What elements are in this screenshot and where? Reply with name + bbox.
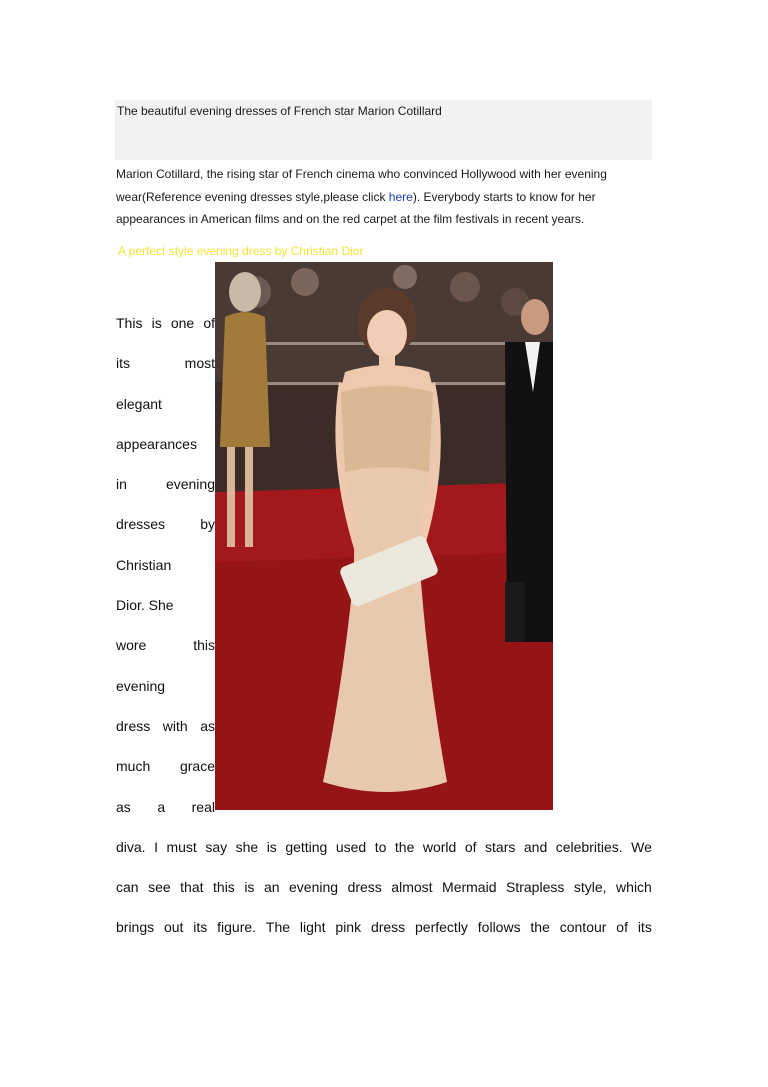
- column-line-12: [116, 757, 215, 775]
- column-line-7: [116, 556, 215, 574]
- body-word: We: [631, 839, 652, 855]
- body-word: the: [394, 839, 415, 855]
- column-line-11: [116, 717, 215, 735]
- column-line-13: [116, 798, 215, 816]
- body-word: which: [616, 879, 652, 895]
- column-line-10: [116, 677, 215, 695]
- here-link[interactable]: here: [388, 189, 413, 204]
- column-line-9: [116, 636, 215, 654]
- column-line-2: [116, 354, 215, 372]
- column-word: by: [200, 516, 215, 532]
- body-word: getting: [285, 839, 328, 855]
- column-word: Christian: [116, 557, 172, 573]
- body-word: its: [193, 919, 208, 935]
- body-word: Strapless: [506, 879, 565, 895]
- body-word: Mermaid: [442, 879, 497, 895]
- document-title: The beautiful evening dresses of French star Marion Cotillard: [117, 104, 442, 118]
- body-word: must: [166, 839, 197, 855]
- body-word: brings: [116, 919, 155, 935]
- body-word: style,: [573, 879, 607, 895]
- body-word: The: [265, 919, 291, 935]
- body-word: to: [374, 839, 387, 855]
- body-word: is: [244, 879, 255, 895]
- intro-line-2-before: wear(Reference evening dresses style,please click: [116, 189, 389, 204]
- column-word: as: [200, 718, 215, 734]
- body-word: evening: [289, 879, 339, 895]
- body-word: perfectly: [415, 919, 468, 935]
- body-word: of: [616, 919, 628, 935]
- column-word: dresses: [116, 516, 166, 532]
- body-word: an: [263, 879, 280, 895]
- photo-illustration: [215, 262, 553, 810]
- body-word: figure.: [217, 919, 257, 935]
- column-word: with: [162, 718, 188, 734]
- column-word: Dior. She: [116, 597, 174, 613]
- column-word: elegant: [116, 396, 162, 412]
- red-carpet-photo: [215, 262, 553, 810]
- intro-line-3: appearances in American films and on the red carpet at the film festivals in recent years.: [116, 212, 585, 226]
- body-word: dress: [347, 879, 382, 895]
- body-word: out: [163, 919, 184, 935]
- body-line-1: [116, 838, 652, 856]
- body-word: this: [213, 879, 235, 895]
- body-word: almost: [391, 879, 433, 895]
- column-word: its: [116, 355, 130, 371]
- body-word: stars: [485, 839, 516, 855]
- column-word: as: [116, 799, 131, 815]
- body-word: world: [422, 839, 457, 855]
- body-word: of: [464, 839, 477, 855]
- column-word: a: [157, 799, 166, 815]
- body-word: and: [523, 839, 548, 855]
- column-line-1: [116, 314, 215, 332]
- body-word: say: [205, 839, 228, 855]
- body-word: the: [530, 919, 550, 935]
- column-word: much: [116, 758, 151, 774]
- body-word: celebrities.: [555, 839, 623, 855]
- column-line-4: [116, 435, 215, 453]
- body-word: I: [154, 839, 158, 855]
- column-word: This: [116, 315, 143, 331]
- body-word: dress: [370, 919, 406, 935]
- body-word: its: [637, 919, 652, 935]
- body-word: she: [235, 839, 259, 855]
- body-word: can: [116, 879, 139, 895]
- column-word: real: [191, 799, 215, 815]
- body-line-2: [116, 878, 652, 896]
- body-word: pink: [335, 919, 362, 935]
- column-word: in: [116, 476, 127, 492]
- column-word: one: [170, 315, 195, 331]
- body-word: that: [180, 879, 204, 895]
- column-word: dress: [116, 718, 151, 734]
- column-word: most: [184, 355, 215, 371]
- column-word: appearances: [116, 436, 197, 452]
- column-word: of: [203, 315, 215, 331]
- body-word: follows: [477, 919, 521, 935]
- intro-line-2: [116, 186, 652, 209]
- body-word: contour: [559, 919, 607, 935]
- body-word: is: [266, 839, 277, 855]
- section-subheading: A perfect style evening dress by Christian Dior: [118, 244, 364, 258]
- body-word: used: [335, 839, 367, 855]
- column-line-5: [116, 475, 215, 493]
- column-line-3: [116, 395, 215, 413]
- body-line-3: [116, 918, 652, 936]
- body-word: see: [148, 879, 171, 895]
- column-line-8: [116, 596, 215, 614]
- body-word: light: [299, 919, 326, 935]
- intro-line-2-after: ). Everybody starts to know for her: [412, 189, 596, 204]
- body-word: diva.: [116, 839, 146, 855]
- column-word: this: [193, 637, 215, 653]
- column-word: is: [151, 315, 162, 331]
- column-word: evening: [165, 476, 215, 492]
- intro-paragraph: [116, 163, 652, 231]
- column-line-6: [116, 515, 215, 533]
- column-word: evening: [116, 678, 166, 694]
- column-word: grace: [179, 758, 215, 774]
- intro-line-1: Marion Cotillard, the rising star of French cinema who convinced Hollywood with her evening: [116, 167, 607, 181]
- column-word: wore: [116, 637, 147, 653]
